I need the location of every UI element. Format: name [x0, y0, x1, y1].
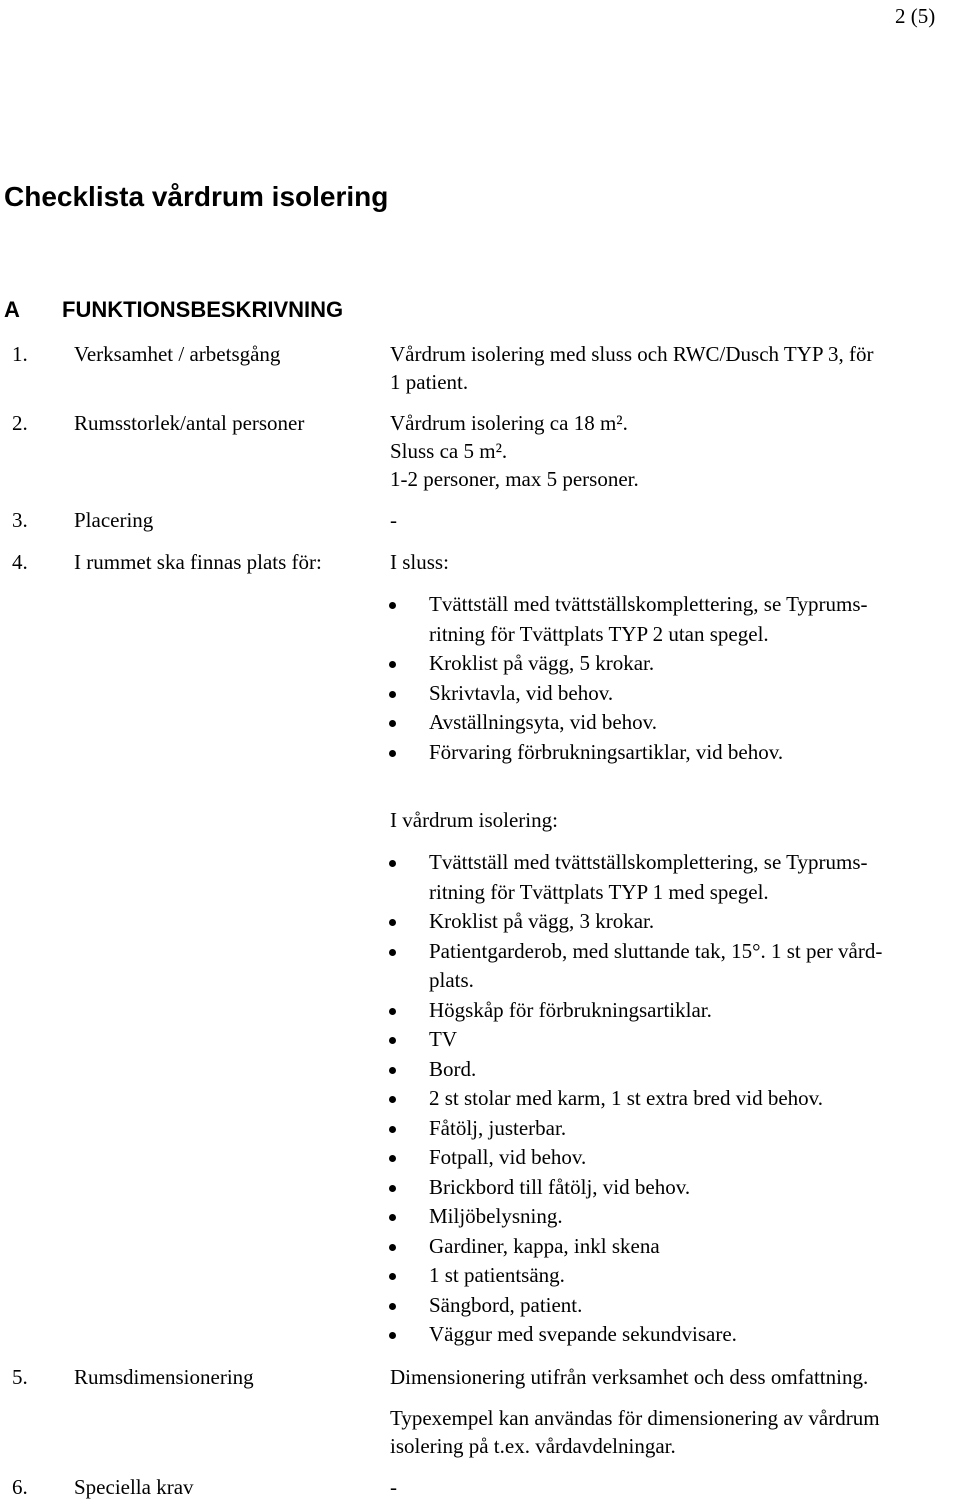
list-item-text: Sängbord, patient. [429, 1292, 583, 1317]
list-item [0, 1084, 882, 1114]
bullet-icon [389, 1155, 396, 1162]
list-item-text: TV [429, 1027, 457, 1051]
list-item [0, 996, 882, 1026]
list-item [0, 679, 868, 709]
list-item-text: Högskåp för förbrukningsartiklar. [429, 997, 712, 1022]
list-item-text: Gardiner, kappa, inkl skena [429, 1233, 660, 1258]
bullet-icon [389, 750, 396, 757]
list-item-text: 2 st stolar med karm, 1 st extra bred vid behov. [429, 1086, 824, 1110]
bullet-icon [389, 1037, 396, 1044]
item-label: Rumsdimensionering [74, 1365, 254, 1389]
bullet-icon [389, 1126, 396, 1133]
list-item-text: Miljöbelysning. [429, 1204, 563, 1228]
section-letter: A [4, 297, 20, 322]
bullet-icon [389, 691, 396, 698]
list-item-text: Förvaring förbrukningsartiklar, vid behov. [429, 739, 784, 764]
bullet-icon [389, 1214, 396, 1221]
item-label: Verksamhet / arbetsgång [74, 342, 281, 366]
bullet-icon [389, 1096, 396, 1103]
list-item [0, 1114, 882, 1144]
list-item-text: 1 st patientsäng. [429, 1263, 565, 1287]
list-item-text: Tvättställ med tvättställskomplettering, se Typrums- [429, 850, 868, 874]
item-value-line: Sluss ca 5 m². [390, 439, 508, 463]
bullet-icon [389, 1303, 396, 1310]
bullet-icon [389, 661, 396, 668]
list-item [0, 649, 868, 679]
section-title: FUNKTIONSBESKRIVNING [62, 297, 344, 322]
list-item-text: Väggur med svepande sekundvisare. [429, 1322, 737, 1346]
list-item [0, 848, 882, 907]
item-value-line: Vårdrum isolering ca 18 m². [390, 411, 628, 435]
list-item-text: Bord. [429, 1056, 477, 1081]
item-number: 5. [12, 1365, 28, 1389]
item-label: I rummet ska finnas plats för: [74, 550, 322, 574]
list-item-text: ritning för Tvättplats TYP 1 med spegel. [429, 879, 769, 904]
item-value: - [390, 1475, 397, 1499]
bullet-icon [389, 1332, 396, 1339]
list-item-text: ritning för Tvättplats TYP 2 utan spegel. [429, 621, 769, 646]
item-value-line: Vårdrum isolering med sluss och RWC/Dusch TYP 3, för [390, 342, 874, 366]
item-label: Placering [74, 508, 154, 532]
list-item [0, 738, 868, 768]
list-item [0, 1055, 882, 1085]
item-value-line: 1-2 personer, max 5 personer. [390, 467, 639, 491]
list-item [0, 937, 882, 996]
list-item [0, 1320, 882, 1350]
list-item [0, 1025, 882, 1055]
item-value: I sluss: [390, 550, 449, 574]
list-item [0, 1261, 882, 1291]
bullet-icon [389, 860, 396, 867]
bullet-icon [389, 720, 396, 727]
list-item-text: Skrivtavla, vid behov. [429, 680, 614, 705]
item-number: 4. [12, 550, 28, 574]
list-item-text: plats. [429, 968, 474, 992]
item-label: Speciella krav [74, 1475, 194, 1499]
item-number: 3. [12, 508, 28, 532]
bullet-icon [389, 919, 396, 926]
list-item [0, 1143, 882, 1173]
list-item [0, 708, 868, 738]
item-value: Dimensionering utifrån verksamhet och dess omfattning. [390, 1365, 869, 1389]
list-item [0, 1173, 882, 1203]
list-item-text: Patientgarderob, med sluttande tak, 15°. 1 st per vård- [429, 938, 883, 963]
bullet-icon [389, 1244, 396, 1251]
bullet-icon [389, 1185, 396, 1192]
list-item [0, 590, 868, 649]
list-item-text: Kroklist på vägg, 3 krokar. [429, 909, 655, 933]
list-item [0, 1232, 882, 1262]
bullet-icon [389, 1273, 396, 1280]
bullet-icon [389, 1008, 396, 1015]
item-note-line: isolering på t.ex. vårdavdelningar. [390, 1434, 676, 1458]
bullet-icon [389, 1067, 396, 1074]
item-value: - [390, 508, 397, 532]
item-number: 6. [12, 1475, 28, 1499]
document-title: Checklista vårdrum isolering [4, 181, 389, 212]
sluss-list [0, 590, 868, 767]
list-item [0, 907, 882, 937]
list-item-text: Fotpall, vid behov. [429, 1145, 587, 1169]
bullet-icon [389, 602, 396, 609]
list-item-text: Brickbord till fåtölj, vid behov. [429, 1174, 691, 1199]
vardrum-heading: I vårdrum isolering: [390, 808, 558, 832]
page-number: 2 (5) [895, 4, 936, 28]
list-item-text: Avställningsyta, vid behov. [429, 710, 658, 734]
item-note-line: Typexempel kan användas för dimensionering av vårdrum [390, 1406, 880, 1430]
list-item [0, 1202, 882, 1232]
item-label: Rumsstorlek/antal personer [74, 411, 305, 435]
list-item-text: Tvättställ med tvättställskomplettering, se Typrums- [429, 592, 868, 616]
list-item [0, 1291, 882, 1321]
item-number: 2. [12, 411, 28, 435]
item-value-line: 1 patient. [390, 370, 469, 394]
list-item-text: Kroklist på vägg, 5 krokar. [429, 651, 655, 675]
list-item-text: Fåtölj, justerbar. [429, 1115, 567, 1140]
bullet-icon [389, 949, 396, 956]
item-number: 1. [12, 342, 28, 366]
vardrum-list [0, 848, 882, 1350]
